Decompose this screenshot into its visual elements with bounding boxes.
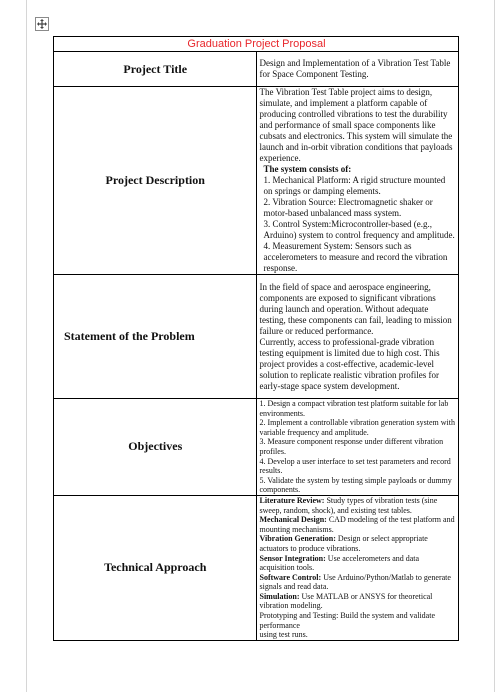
approach-term: Literature Review: xyxy=(259,495,325,505)
description-intro: The Vibration Test Table project aims to design, simulate, and implement a platform capable of producing controlled vibrations to test the durability and performance of small space components like cubsats and electronics. This system will simulate the launch and in-orbit vibration conditions that payloads experience. xyxy=(259,87,453,163)
approach-term: Vibration Generation: xyxy=(259,534,336,544)
approach-term: Simulation: xyxy=(259,591,300,601)
approach-item xyxy=(260,554,457,573)
table-row xyxy=(54,495,459,640)
technical-approach-cell[interactable] xyxy=(256,495,459,640)
description-item: 4. Measurement System: Sensors such as accelerometers to measure and record the vibration response. xyxy=(263,241,448,273)
project-description-cell[interactable] xyxy=(256,87,459,275)
move-arrows-icon xyxy=(37,19,47,29)
system-consists-heading: The system consists of: xyxy=(263,164,352,174)
problem-statement-cell[interactable] xyxy=(256,275,459,399)
proposal-table xyxy=(53,36,459,641)
technical-approach-label: Technical Approach xyxy=(54,495,257,640)
approach-item xyxy=(260,573,457,592)
table-row xyxy=(54,399,459,496)
objective-item: 4. Develop a user interface to set test parameters and record results. xyxy=(259,456,451,476)
approach-item xyxy=(260,534,457,553)
approach-closing: Prototyping and Testing: Build the system and validate performance xyxy=(259,611,435,630)
table-move-handle-icon[interactable] xyxy=(35,17,49,31)
description-item: 1. Mechanical Platform: A rigid structure mounted on springs or damping elements. xyxy=(263,175,446,196)
approach-term: Mechanical Design: xyxy=(259,515,327,525)
description-item: 3. Control System:Microcontroller-based (e.g., Arduino) system to control frequency and amplitude. xyxy=(263,219,455,240)
approach-text: Design or select appropriate actuators to produce vibrations. xyxy=(259,534,428,553)
approach-text: CAD modeling of the test platform and mounting mechanisms. xyxy=(259,515,455,534)
document-heading: Graduation Project Proposal xyxy=(54,37,459,52)
objectives-cell[interactable] xyxy=(256,399,459,496)
approach-term: Software Control: xyxy=(259,572,322,582)
approach-item xyxy=(260,515,457,534)
problem-statement-label: Statement of the Problem xyxy=(54,275,257,399)
objectives-label: Objectives xyxy=(54,399,257,496)
approach-item xyxy=(260,496,457,515)
approach-text: Use accelerometers and data acquisition tools. xyxy=(259,553,420,573)
description-item: 2. Vibration Source: Electromagnetic shaker or motor-based unbalanced mass system. xyxy=(263,197,433,218)
objective-item: 1. Design a compact vibration test platform suitable for lab environments. xyxy=(259,399,449,418)
approach-closing: using test runs. xyxy=(259,630,308,640)
approach-text: Study types of vibration tests (sine sweep, random, shock), and existing test tables. xyxy=(259,495,438,515)
heading-row xyxy=(54,37,459,52)
approach-term: Sensor Integration: xyxy=(259,553,326,563)
table-row xyxy=(54,87,459,275)
approach-item xyxy=(260,592,457,611)
problem-paragraph: In the field of space and aerospace engineering, components are exposed to significant vibrations during launch and operation. Without adequate testing, these components can fail, leading to mission failure or reduced performance. xyxy=(259,281,452,336)
objective-item: 3. Measure component response under different vibration profiles. xyxy=(259,437,444,456)
project-description-label: Project Description xyxy=(54,87,257,275)
problem-paragraph: Currently, access to professional-grade vibration testing equipment is limited due to high cost. This project provides a cost-effective, academic-level solution to replicate realistic vibration profiles for early-stage space system development. xyxy=(259,336,440,391)
objective-item: 5. Validate the system by testing simple payloads or dummy components. xyxy=(259,475,452,495)
table-row xyxy=(54,52,459,87)
table-row xyxy=(54,275,459,399)
approach-text: Use Arduino/Python/Matlab to generate signals and read data. xyxy=(259,572,451,592)
project-title-text[interactable]: Design and Implementation of a Vibration Test Table for Space Component Testing. xyxy=(256,52,459,87)
approach-text: Use MATLAB or ANSYS for theoretical vibration modeling. xyxy=(259,591,433,611)
project-title-label: Project Title xyxy=(54,52,257,87)
objective-item: 2. Implement a controllable vibration generation system with variable frequency and amplitude. xyxy=(259,418,456,437)
